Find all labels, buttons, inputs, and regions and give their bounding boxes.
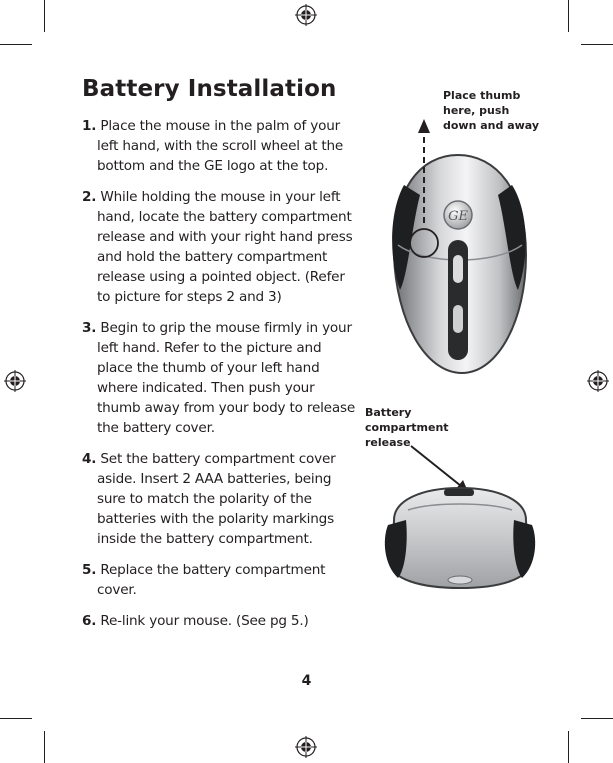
step-text: While holding the mouse in your left hand, locate the battery compartment release and with your right hand press and hold the battery compartment release using a pointed object. (Refer to picture for steps 2 and 3)	[97, 189, 353, 305]
mouse-back-illustration	[382, 480, 538, 595]
step-text: Begin to grip the mouse firmly in your left hand. Refer to the picture and place the thumb of your left hand where indicated. Then push your thumb away from your body to release the battery cover.	[97, 320, 356, 436]
svg-text:GE: GE	[448, 209, 468, 224]
thumb-callout-label: Place thumb here, push down and away	[443, 89, 540, 132]
crop-mark	[0, 718, 32, 719]
step-text: Replace the battery compartment cover.	[97, 562, 326, 598]
registration-mark-icon	[295, 4, 317, 26]
step-number: 6.	[82, 613, 97, 629]
step-number: 5.	[82, 562, 97, 578]
step-number: 4.	[82, 451, 97, 467]
step-text: Place the mouse in the palm of your left hand, with the scroll wheel at the bottom and the GE logo at the top.	[97, 118, 344, 174]
mouse-top-illustration	[380, 115, 540, 380]
list-item	[82, 318, 358, 438]
step-text: Re-link your mouse. (See pg 5.)	[100, 613, 309, 629]
crop-mark	[568, 731, 569, 763]
list-item	[82, 611, 358, 631]
list-item	[82, 116, 358, 176]
list-item	[82, 560, 358, 600]
step-number: 1.	[82, 118, 97, 134]
registration-mark-icon	[4, 370, 26, 392]
crop-mark	[581, 44, 613, 45]
crop-mark	[44, 731, 45, 763]
page-title: Battery Installation	[82, 76, 337, 102]
registration-mark-icon	[295, 736, 317, 758]
crop-mark	[44, 0, 45, 32]
crop-mark	[568, 0, 569, 32]
crop-mark	[0, 44, 32, 45]
step-text: Set the battery compartment cover aside. Insert 2 AAA batteries, being sure to match the polarity of the batteries with the polarity markings inside the battery compartment.	[97, 451, 336, 547]
step-number: 2.	[82, 189, 97, 205]
registration-mark-icon	[587, 370, 609, 392]
list-item	[82, 449, 358, 549]
step-number: 3.	[82, 320, 97, 336]
crop-mark	[581, 718, 613, 719]
release-callout-label: Battery compartment release	[365, 406, 449, 449]
list-item	[82, 187, 358, 307]
instruction-list	[82, 116, 358, 642]
page-number: 4	[301, 673, 312, 689]
